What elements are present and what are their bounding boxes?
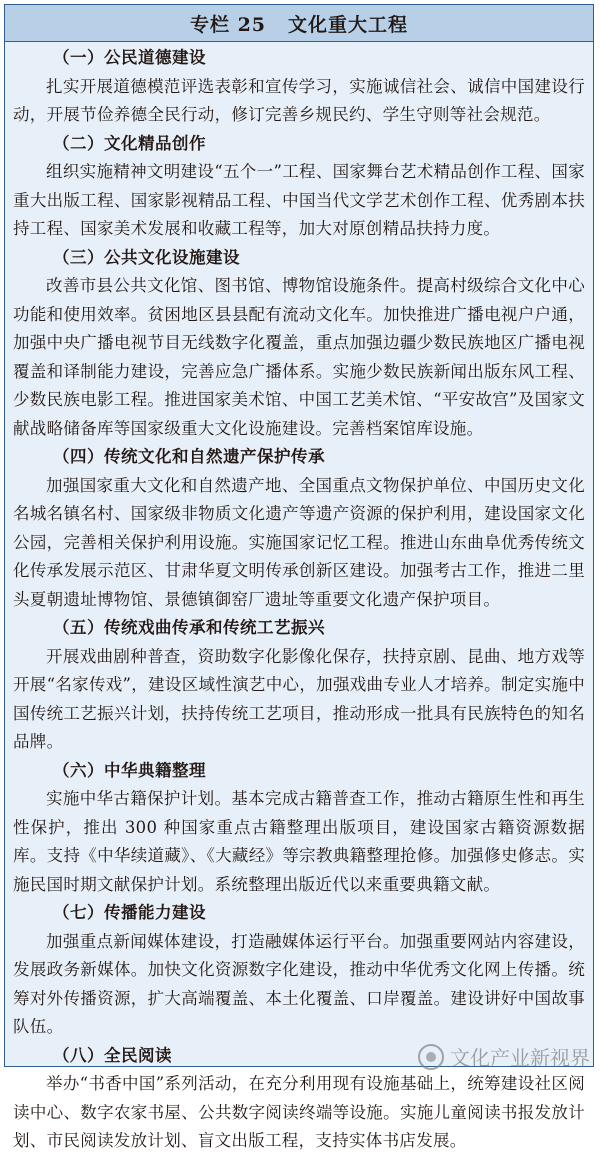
section-body: 加强重点新闻媒体建设，打造融媒体运行平台。加强重要网站内容建设，发展政务新媒体。加快文化资源数字化建设，推动中华优秀文化网上传播。统筹对外传播资源，扩大高端覆盖、本土化覆盖、口岸覆盖。建设讲好中国故事队伍。 (13, 931, 585, 1036)
section-body: 举办“书香中国”系列活动，在充分利用现有设施基础上，统筹建设社区阅读中心、数字农家书屋、公共数字阅读终端等设施。实施儿童阅读书报发放计划、市民阅读发放计划、盲文出版工程，支持实体书店发展。 (13, 1074, 585, 1150)
section-body: 实施中华古籍保护计划。基本完成古籍普查工作，推动古籍原生性和再生性保护，推出 300 种国家重点古籍整理出版项目，建设国家古籍资源数据库。支持《中华续道藏》、《大藏经》等宗教典籍整理抢修。加强修史修志。实施民国时期文献保护计划。系统整理出版近代以来重要典籍文献。 (13, 789, 585, 894)
section-reading (13, 1042, 585, 1156)
section-heading: （六）中华典籍整理 (53, 760, 206, 780)
column-title: 文化重大工程 (288, 13, 409, 36)
section-heading: （三）公共文化设施建设 (53, 247, 240, 267)
section-communication (13, 899, 585, 1042)
column-content (5, 42, 593, 1156)
section-body: 扎实开展道德模范评选表彰和宣传学习，实施诚信社会、诚信中国建设行动，开展节俭养德全民行动，修订完善乡规民约、学生守则等社会规范。 (13, 76, 585, 124)
section-moral-construction (13, 44, 585, 130)
column-number: 专栏 25 (189, 13, 267, 36)
section-heading: （八）全民阅读 (53, 1045, 172, 1065)
section-classics (13, 757, 585, 900)
section-heading: （二）文化精品创作 (53, 133, 206, 153)
section-heritage-protection (13, 443, 585, 614)
column-title-bar (5, 5, 593, 42)
section-heading: （四）传统文化和自然遗产保护传承 (53, 447, 325, 466)
section-heading: （五）传统戏曲传承和传统工艺振兴 (53, 618, 325, 637)
watermark-text: 文化产业新视界 (450, 1046, 590, 1070)
section-body: 开展戏曲剧种普查，资助数字化影像化保存，扶持京剧、昆曲、地方戏等开展“名家传戏”，建设区域性演艺中心，加强戏曲专业人才培养。制定实施中国传统工艺振兴计划，扶持传统工艺项目，推动形成一批具有民族特色的知名品牌。 (13, 646, 585, 751)
section-heading: （七）传播能力建设 (53, 903, 206, 922)
section-cultural-works (13, 130, 585, 244)
section-public-facilities (13, 244, 585, 444)
section-body: 加强国家重大文化和自然遗产地、全国重点文物保护单位、中国历史文化名城名镇名村、国家级非物质文化遗产等遗产资源的保护利用，建设国家文化公园，完善相关保护利用设施。实施国家记忆工程。推进山东曲阜优秀传统文化传承发展示范区、甘肃华夏文明传承创新区建设。加强考古工作，推进二里头夏朝遗址博物馆、景德镇御窑厂遗址等重要文化遗产保护项目。 (13, 475, 585, 609)
section-body: 改善市县公共文化馆、图书馆、博物馆设施条件。提高村级综合文化中心功能和使用效率。贫困地区县县配有流动文化车。加快推进广播电视户户通，加强中央广播电视节目无线数字化覆盖，重点加强边疆少数民族地区广播电视覆盖和译制能力建设，完善应急广播体系。实施少数民族新闻出版东风工程、少数民族电影工程。推进国家美术馆、中国工艺美术馆、“平安故宫”及国家文献战略储备库等国家级重大文化设施建设。完善档案馆库设施。 (13, 276, 585, 438)
section-body: 组织实施精神文明建设“五个一”工程、国家舞台艺术精品创作工程、国家重大出版工程、国家影视精品工程、中国当代文学艺术创作工程、优秀剧本扶持工程、国家美术发展和收藏工程等，加大对原创精品扶持力度。 (13, 162, 585, 238)
column-box (4, 4, 594, 1150)
section-heading: （一）公民道德建设 (53, 48, 206, 67)
section-opera-crafts (13, 614, 585, 757)
